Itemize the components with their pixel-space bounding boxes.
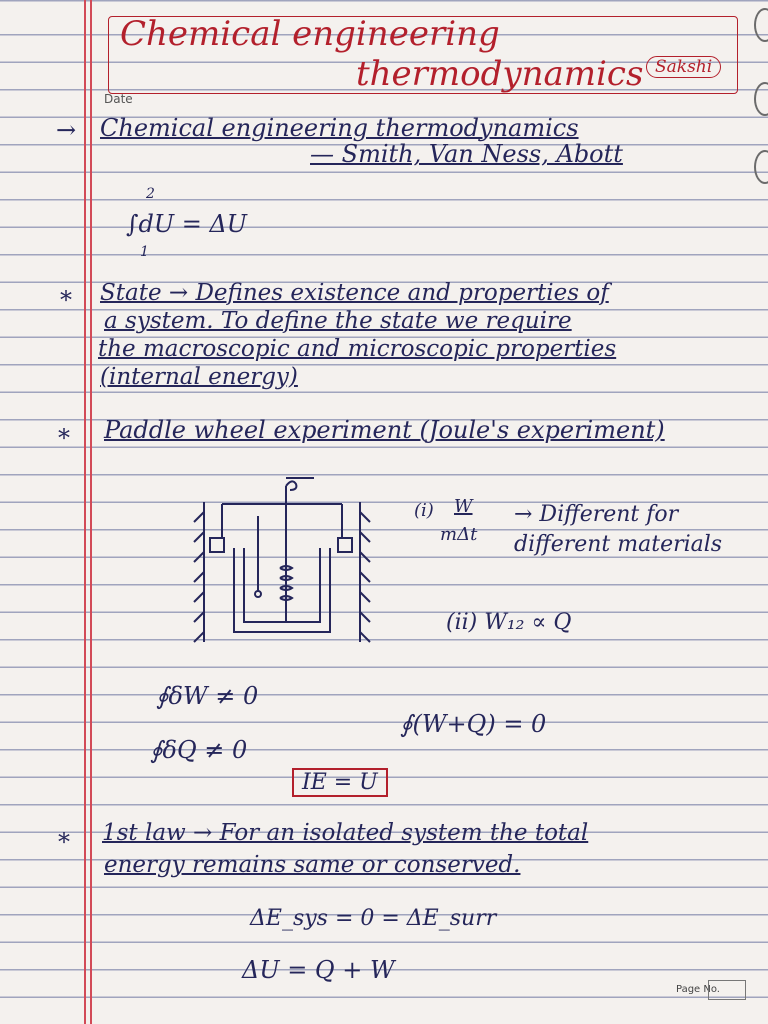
reference-line-2: — Smith, Van Ness, Abott bbox=[310, 140, 623, 168]
arrow-bullet: → bbox=[56, 116, 77, 144]
integral-lower-limit: 1 bbox=[140, 244, 149, 260]
binder-hole bbox=[754, 8, 768, 42]
obs1-prefix: (i) bbox=[414, 500, 434, 521]
first-law-line-1: 1st law → For an isolated system the total bbox=[102, 820, 589, 846]
state-line-3: the macroscopic and microscopic properties bbox=[98, 336, 617, 362]
cyclic-sum: ∮(W+Q) = 0 bbox=[400, 710, 547, 738]
star-bullet: * bbox=[58, 424, 70, 452]
state-line-1: State → Defines existence and properties of bbox=[100, 280, 609, 306]
reference-line-1: Chemical engineering thermodynamics bbox=[100, 114, 579, 142]
state-line-2: a system. To define the state we require bbox=[104, 308, 572, 334]
paddle-wheel-diagram bbox=[182, 472, 382, 647]
integral-upper-limit: 2 bbox=[146, 186, 155, 202]
state-line-4: (internal energy) bbox=[100, 364, 298, 390]
binder-hole bbox=[754, 150, 768, 184]
cyclic-heat: ∮δQ ≠ 0 bbox=[150, 736, 248, 764]
margin-line-right bbox=[90, 0, 92, 1024]
star-bullet: * bbox=[58, 828, 70, 856]
cyclic-work: ∮δW ≠ 0 bbox=[156, 682, 259, 710]
page-number-label: Page No. bbox=[676, 984, 720, 995]
obs1-text: → Different for different materials bbox=[514, 502, 723, 557]
page-number-box bbox=[708, 980, 746, 1000]
binder-hole bbox=[754, 82, 768, 116]
obs1-fraction-den: mΔt bbox=[440, 524, 478, 545]
author-tag: Sakshi bbox=[646, 56, 721, 78]
obs1-fraction-num: W bbox=[454, 496, 473, 517]
star-bullet: * bbox=[60, 286, 72, 314]
ie-equals-u-box: IE = U bbox=[292, 768, 388, 797]
integral-expression: ∫dU = ΔU bbox=[126, 210, 248, 238]
energy-conservation-equation: ΔE_sys = 0 = ΔE_surr bbox=[250, 906, 497, 931]
obs2: (ii) W₁₂ ∝ Q bbox=[446, 610, 572, 635]
first-law-equation: ΔU = Q + W bbox=[242, 956, 395, 984]
title-line-2: thermodynamics bbox=[356, 54, 644, 94]
title-line-1: Chemical engineering bbox=[120, 14, 500, 54]
margin-line-left bbox=[84, 0, 86, 1024]
date-label: Date bbox=[104, 92, 133, 106]
paddle-heading: Paddle wheel experiment (Joule's experiment) bbox=[104, 416, 665, 444]
first-law-line-2: energy remains same or conserved. bbox=[104, 852, 521, 878]
